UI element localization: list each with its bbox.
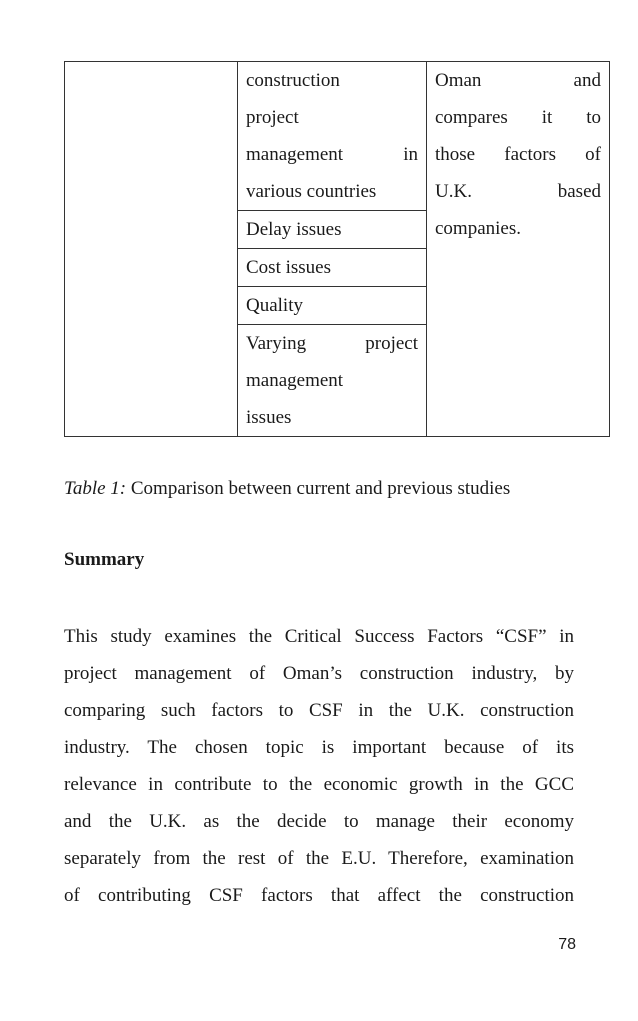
cell-line: Varying project	[246, 333, 418, 354]
table-cell	[238, 325, 427, 437]
cell-line: companies.	[435, 218, 522, 239]
page-number: 78	[558, 936, 576, 953]
paragraph-line: industry. The chosen topic is important because of its	[64, 737, 574, 758]
table-caption	[64, 475, 510, 503]
table-cell-empty	[65, 62, 238, 437]
cell-line: Oman and	[435, 70, 601, 91]
paragraph-line: separately from the rest of the E.U. Therefore, examination	[64, 848, 574, 869]
cell-line: Cost issues	[246, 257, 331, 278]
paragraph-line: This study examines the Critical Success Factors “CSF” in	[64, 626, 574, 647]
table-cell	[238, 62, 427, 211]
caption-text: Comparison between current and previous studies	[126, 478, 511, 499]
table-cell	[238, 211, 427, 249]
summary-paragraph	[64, 618, 574, 914]
cell-line: Delay issues	[246, 219, 342, 240]
paragraph-line: and the U.K. as the decide to manage their economy	[64, 811, 574, 832]
paragraph-line: of contributing CSF factors that affect the construction	[64, 885, 574, 906]
paragraph-line: relevance in contribute to the economic growth in the GCC	[64, 774, 574, 795]
table-cell	[238, 287, 427, 325]
table-row	[65, 62, 610, 211]
table-cell	[427, 62, 610, 437]
caption-label: Table 1:	[64, 478, 127, 499]
cell-line: management in	[246, 144, 418, 165]
cell-line: various countries	[246, 181, 377, 202]
cell-line: project	[246, 107, 299, 128]
cell-line: management	[246, 370, 344, 391]
cell-line: those factors of	[435, 144, 601, 165]
cell-line: U.K. based	[435, 181, 601, 202]
section-heading: Summary	[64, 549, 145, 570]
paragraph-line: project management of Oman’s construction industry, by	[64, 663, 574, 684]
cell-line: Quality	[246, 295, 303, 316]
table-cell	[238, 249, 427, 287]
cell-line: construction	[246, 70, 340, 91]
paragraph-line: comparing such factors to CSF in the U.K. construction	[64, 700, 574, 721]
comparison-table	[64, 61, 610, 437]
cell-line: issues	[246, 407, 292, 428]
cell-line: compares it to	[435, 107, 601, 128]
